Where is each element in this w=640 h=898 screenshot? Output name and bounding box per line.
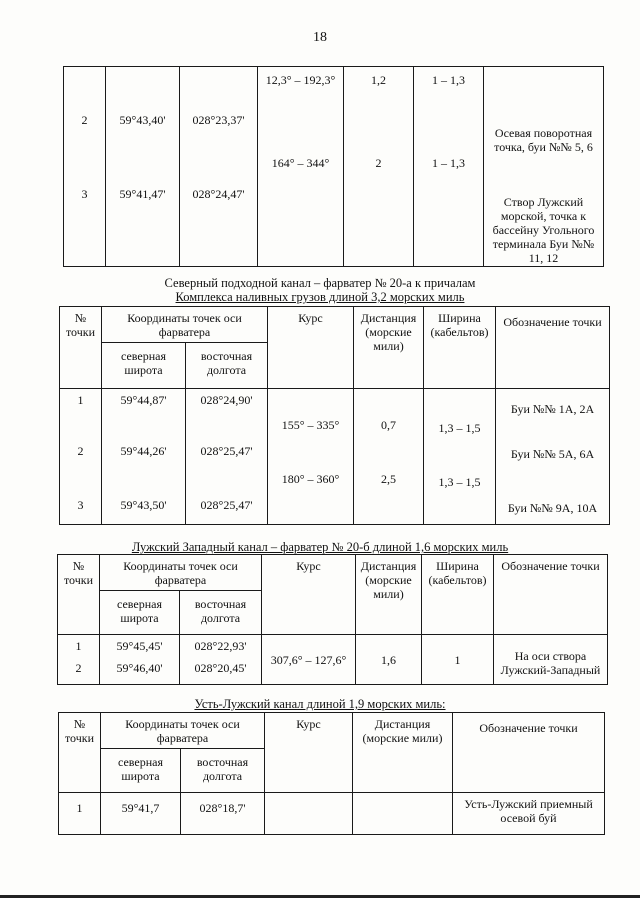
section-caption: Лужский Западный канал – фарватер № 20-б длиной 1,6 морских миль xyxy=(131,540,509,554)
table-cell xyxy=(268,389,354,417)
north-latitude-cell: 59°43,50' xyxy=(102,497,186,525)
point-number-cell: 2 xyxy=(60,443,102,471)
caption-line: Северный подходной канал – фарватер № 20-а к причалам xyxy=(164,276,476,290)
table-cell xyxy=(102,417,186,443)
header-east: восточная долгота xyxy=(186,343,268,389)
table-cell xyxy=(186,417,268,443)
table-cell xyxy=(484,67,604,109)
width-cell: 1 – 1,3 xyxy=(414,67,484,109)
east-longitude-cell: 028°23,37' xyxy=(180,109,258,155)
header-course: Курс xyxy=(262,555,356,635)
table-cell xyxy=(106,67,180,109)
table-cell xyxy=(265,793,353,835)
north-latitude-cell: 59°43,40' xyxy=(106,109,180,155)
north-latitude-cell: 59°44,26' xyxy=(102,443,186,471)
point-number-cell: 2 xyxy=(58,657,100,685)
distance-cell: 1,2 xyxy=(344,67,414,109)
header-east: восточная долгота xyxy=(181,749,265,793)
table-cell xyxy=(64,155,106,181)
header-distance: Дистанция (морские мили) xyxy=(353,713,453,793)
north-latitude-cell: 59°41,47' xyxy=(106,181,180,267)
north-latitude-cell: 59°46,40' xyxy=(100,657,180,685)
east-longitude-cell: 028°18,7' xyxy=(181,793,265,835)
point-number-cell: 1 xyxy=(60,389,102,417)
course-cell: 155° – 335° xyxy=(268,417,354,443)
east-longitude-cell: 028°20,45' xyxy=(180,657,262,685)
table-cell xyxy=(424,497,496,525)
designation-cell: Осевая поворотная точка, буи №№ 5, 6 xyxy=(484,109,604,155)
point-number-cell: 3 xyxy=(64,181,106,267)
header-distance: Дистанция (морские мили) xyxy=(356,555,422,635)
fairway-20b-table xyxy=(57,554,608,685)
north-latitude-cell: 59°41,7 xyxy=(101,793,181,835)
width-cell: 1 – 1,3 xyxy=(414,155,484,181)
course-cell: 180° – 360° xyxy=(268,471,354,497)
designation-cell: Буи №№ 9А, 10А xyxy=(496,497,610,525)
table-cell xyxy=(344,181,414,267)
table-cell xyxy=(106,155,180,181)
header-coordinates: Координаты точек оси фарватера xyxy=(102,307,268,343)
east-longitude-cell: 028°24,90' xyxy=(186,389,268,417)
table-cell xyxy=(354,497,424,525)
header-point-number: № точки xyxy=(59,713,101,793)
designation-cell: На оси створа Лужский-Западный xyxy=(494,635,608,685)
header-north: северная широта xyxy=(101,749,181,793)
table-cell xyxy=(496,417,610,443)
table-cell xyxy=(180,67,258,109)
east-longitude-cell: 028°25,47' xyxy=(186,497,268,525)
point-number-cell: 1 xyxy=(59,793,101,835)
table-cell xyxy=(64,67,106,109)
designation-cell: Створ Лужский морской, точка к бассейну Угольного терминала Буи №№ 11, 12 xyxy=(484,181,604,267)
course-cell: 12,3° – 192,3° xyxy=(258,67,344,109)
east-longitude-cell: 028°22,93' xyxy=(180,635,262,657)
table-cell xyxy=(484,155,604,181)
north-latitude-cell: 59°44,87' xyxy=(102,389,186,417)
header-designation: Обозначение точки xyxy=(494,555,608,635)
table-cell xyxy=(268,443,354,471)
east-longitude-cell: 028°24,47' xyxy=(180,181,258,267)
continuation-table xyxy=(63,66,604,267)
header-point-number: № точки xyxy=(58,555,100,635)
course-cell: 164° – 344° xyxy=(258,155,344,181)
north-latitude-cell: 59°45,45' xyxy=(100,635,180,657)
fairway-20a-table xyxy=(59,306,610,525)
header-width: Ширина (кабельтов) xyxy=(422,555,494,635)
table-cell xyxy=(186,471,268,497)
designation-cell: Усть-Лужский приемный осевой буй xyxy=(453,793,605,835)
point-number-cell: 1 xyxy=(58,635,100,657)
header-width: Ширина (кабельтов) xyxy=(424,307,496,389)
east-longitude-cell: 028°25,47' xyxy=(186,443,268,471)
table-cell xyxy=(180,155,258,181)
section-caption xyxy=(0,276,640,304)
header-course: Курс xyxy=(265,713,353,793)
header-point-number: № точки xyxy=(60,307,102,389)
header-north: северная широта xyxy=(102,343,186,389)
header-east: восточная долгота xyxy=(180,591,262,635)
section-caption: Усть-Лужский канал длиной 1,9 морских миль: xyxy=(194,697,446,711)
header-north: северная широта xyxy=(100,591,180,635)
width-cell: 1,3 – 1,5 xyxy=(424,471,496,497)
table-cell xyxy=(354,443,424,471)
designation-cell: Буи №№ 5А, 6А xyxy=(496,443,610,471)
header-coordinates: Координаты точек оси фарватера xyxy=(101,713,265,749)
header-designation: Обозначение точки xyxy=(496,307,610,389)
width-cell: 1,3 – 1,5 xyxy=(424,417,496,443)
table-cell xyxy=(353,793,453,835)
distance-cell: 2,5 xyxy=(354,471,424,497)
header-course: Курс xyxy=(268,307,354,389)
table-cell xyxy=(258,109,344,155)
table-cell xyxy=(414,181,484,267)
table-cell xyxy=(344,109,414,155)
table-cell xyxy=(354,389,424,417)
table-cell xyxy=(102,471,186,497)
table-cell xyxy=(496,471,610,497)
point-number-cell: 2 xyxy=(64,109,106,155)
table-cell xyxy=(424,443,496,471)
header-distance: Дистанция (морские мили) xyxy=(354,307,424,389)
distance-cell: 0,7 xyxy=(354,417,424,443)
page-number: 18 xyxy=(313,30,327,45)
point-number-cell: 3 xyxy=(60,497,102,525)
table-cell xyxy=(424,389,496,417)
header-coordinates: Координаты точек оси фарватера xyxy=(100,555,262,591)
header-designation: Обозначение точки xyxy=(453,713,605,793)
ust-luga-canal-table xyxy=(58,712,605,835)
designation-cell: Буи №№ 1А, 2А xyxy=(496,389,610,417)
table-cell xyxy=(60,471,102,497)
distance-cell: 1,6 xyxy=(356,635,422,685)
table-cell xyxy=(414,109,484,155)
caption-line: Комплекса наливных грузов длиной 3,2 морских миль xyxy=(175,290,465,304)
table-cell xyxy=(268,497,354,525)
width-cell: 1 xyxy=(422,635,494,685)
course-cell: 307,6° – 127,6° xyxy=(262,635,356,685)
distance-cell: 2 xyxy=(344,155,414,181)
table-cell xyxy=(60,417,102,443)
table-cell xyxy=(258,181,344,267)
